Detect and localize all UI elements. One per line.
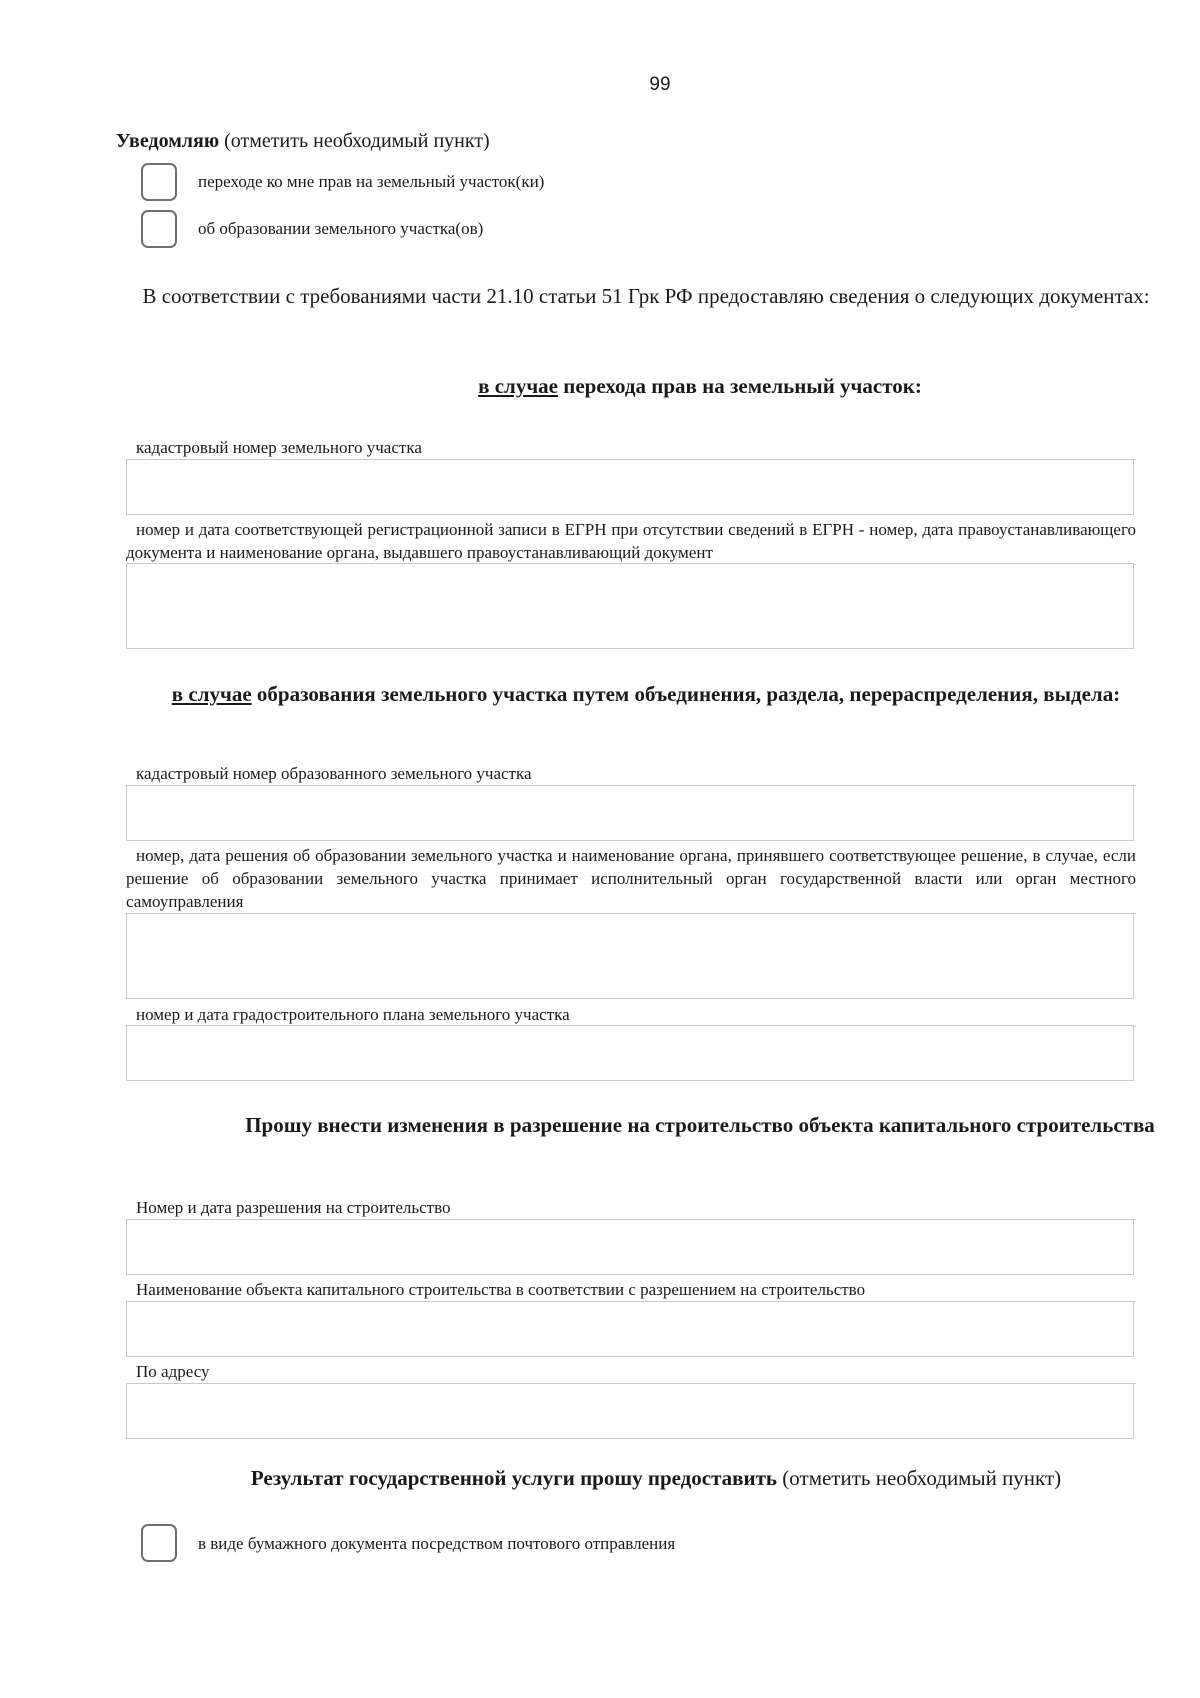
label-object-name: Наименование объекта капитального строительства в соответствии с разрешением на строительство bbox=[126, 1278, 1136, 1302]
notify-heading-bold: Уведомляю bbox=[116, 130, 220, 152]
section-rights-transfer-heading bbox=[200, 372, 1200, 400]
result-heading-note: (отметить необходимый пункт) bbox=[777, 1466, 1062, 1490]
section-land-formation-underlined: в случае bbox=[171, 682, 252, 706]
label-cadastral-number: кадастровый номер земельного участка bbox=[126, 436, 1136, 460]
page-number: 99 bbox=[649, 74, 671, 95]
section-land-formation-rest: образования земельного участка путем объединения, раздела, перераспределения, выдела: bbox=[251, 682, 1121, 706]
checkbox-land-formation-label: об образовании земельного участка(ов) bbox=[198, 219, 484, 238]
input-cadastral-number[interactable] bbox=[126, 459, 1134, 515]
result-heading-bold: Результат государственной услуги прошу предоставить bbox=[250, 1466, 778, 1490]
input-formed-cadastral-number[interactable] bbox=[126, 785, 1134, 841]
section-rights-transfer-rest: перехода прав на земельный участок: bbox=[558, 374, 922, 398]
label-formation-decision: номер, дата решения об образовании земельного участка и наименование органа, принявшего соответствующее решение, в случае, если решение об образовании земельного участка принимает исполнительный орган государственной власти или орган местного самоуправления bbox=[126, 844, 1136, 914]
label-permit-number-date: Номер и дата разрешения на строительство bbox=[126, 1196, 1136, 1220]
result-heading bbox=[126, 1466, 1186, 1491]
section-rights-transfer-underlined: в случае bbox=[478, 374, 558, 398]
notify-heading bbox=[116, 130, 490, 153]
label-urban-plan: номер и дата градостроительного плана земельного участка bbox=[126, 1003, 1136, 1027]
input-object-name[interactable] bbox=[126, 1301, 1134, 1357]
notify-heading-note: (отметить необходимый пункт) bbox=[219, 130, 490, 152]
input-registration-record[interactable] bbox=[126, 563, 1134, 649]
checkbox-paper-document-label: в виде бумажного документа посредством почтового отправления bbox=[198, 1534, 676, 1553]
label-registration-record: номер и дата соответствующей регистрационной записи в ЕГРН при отсутствии сведений в ЕГРН - номер, дата правоустанавливающего документа и наименование органа, выдавшего правоустанавливающий документ bbox=[126, 518, 1136, 565]
section-land-formation-heading bbox=[126, 680, 1166, 708]
checkbox-rights-transfer[interactable] bbox=[141, 163, 177, 201]
checkbox-rights-transfer-label: переходе ко мне прав на земельный участок(ки) bbox=[198, 172, 545, 191]
intro-paragraph: В соответствии с требованиями части 21.10 статьи 51 Грк РФ предоставляю сведения о следующих документах: bbox=[142, 284, 1150, 308]
section-permit-changes-heading: Прошу внести изменения в разрешение на строительство объекта капитального строительства bbox=[245, 1113, 1155, 1137]
checkbox-paper-document[interactable] bbox=[141, 1524, 177, 1562]
label-address: По адресу bbox=[126, 1360, 1136, 1384]
input-formation-decision[interactable] bbox=[126, 913, 1134, 999]
input-address[interactable] bbox=[126, 1383, 1134, 1439]
input-permit-number-date[interactable] bbox=[126, 1219, 1134, 1275]
input-urban-plan[interactable] bbox=[126, 1025, 1134, 1081]
label-formed-cadastral-number: кадастровый номер образованного земельного участка bbox=[126, 762, 1136, 786]
checkbox-land-formation[interactable] bbox=[141, 210, 177, 248]
